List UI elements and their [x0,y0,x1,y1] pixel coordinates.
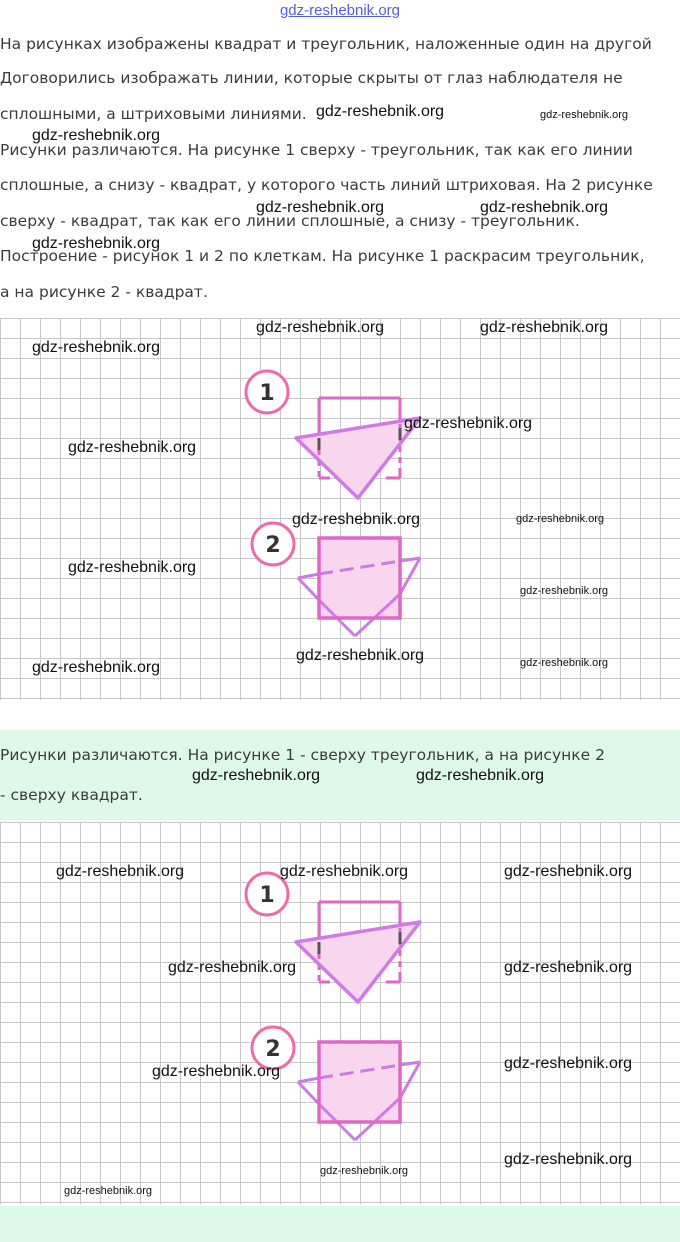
answer-line-1: Рисунки различаются. На рисунке 1 - сверху треугольник, а на рисунке 2 [0,746,605,764]
triangle-edge-right-outer [400,558,420,594]
watermark: gdz-reshebnik.org [68,559,197,576]
explanation-line-2: сплошные, а снизу - квадрат, у которого часть линий штриховая. На 2 рисунке [0,176,653,194]
watermark: gdz-reshebnik.org [56,863,185,880]
figure-1-number: 1 [259,883,275,908]
watermark: gdz-reshebnik.org [256,319,385,336]
watermark: gdz-reshebnik.org [520,585,609,597]
watermark: gdz-reshebnik.org [296,647,425,664]
watermark: gdz-reshebnik.org [32,127,161,144]
watermark: gdz-reshebnik.org [68,439,197,456]
watermark: gdz-reshebnik.org [32,339,161,356]
bottom-strip [0,1206,680,1242]
watermark: gdz-reshebnik.org [320,1165,409,1177]
triangle-edge-right-outer [400,1062,420,1098]
watermark: gdz-reshebnik.org [316,103,445,120]
answer-box [0,730,680,820]
figure-2-number: 2 [265,1037,281,1062]
figure-2-bottom [252,1027,420,1140]
figure-1-number: 1 [259,381,275,406]
watermark: gdz-reshebnik.org [416,767,545,784]
watermark: gdz-reshebnik.org [504,1151,633,1168]
figure-1-bottom [246,873,420,1002]
intro-line-2: Договорились изображать линии, которые скрыты от глаз наблюдателя не [0,69,623,87]
watermark: gdz-reshebnik.org [32,235,161,252]
figures-top [0,318,680,700]
intro-line-3: сплошными, а штриховыми линиями. [0,105,307,123]
figure-1-top [246,371,420,498]
explanation-line-1: Рисунки различаются. На рисунке 1 сверху - треугольник, так как его линии [0,141,633,159]
triangle-edge-left-outer [298,578,319,600]
watermark: gdz-reshebnik.org [168,959,297,976]
watermark: gdz-reshebnik.org [192,767,321,784]
watermark: gdz-reshebnik.org [504,1055,633,1072]
grid-panel-top [0,318,680,700]
watermark: gdz-reshebnik.org [516,513,605,525]
figure-2-top [252,523,420,636]
watermark: gdz-reshebnik.org [504,863,633,880]
watermark: gdz-reshebnik.org [520,657,609,669]
triangle-edge-left-outer [298,1082,319,1104]
watermark: gdz-reshebnik.org [540,109,629,121]
triangle-edge-top-left [298,1078,319,1082]
watermark: gdz-reshebnik.org [32,659,161,676]
construction-line-2: а на рисунке 2 - квадрат. [0,283,208,301]
watermark: gdz-reshebnik.org [404,415,533,432]
intro-line-1: На рисунках изображены квадрат и треугольник, наложенные один на другой [0,35,652,53]
figure-2-number: 2 [265,533,281,558]
explanation-line-3: сверху - квадрат, так как его линии сплошные, а снизу - треугольник. [0,212,580,230]
watermark: gdz-reshebnik.org [504,959,633,976]
watermark: gdz-reshebnik.org [64,1185,153,1197]
site-link[interactable]: gdz-reshebnik.org [279,2,401,19]
answer-line-2: - сверху квадрат. [0,786,143,804]
watermark: gdz-reshebnik.org [256,199,385,216]
watermark: gdz-reshebnik.org [292,511,421,528]
triangle-edge-top-left [298,574,319,578]
construction-line-1: Построение - рисунок 1 и 2 по клеткам. На рисунке 1 раскрасим треугольник, [0,247,645,265]
watermark: gdz-reshebnik.org [152,1063,281,1080]
watermark: gdz-reshebnik.org [480,199,609,216]
watermark: gdz-reshebnik.org [480,319,609,336]
watermark: gdz-reshebnik.org [280,863,409,880]
